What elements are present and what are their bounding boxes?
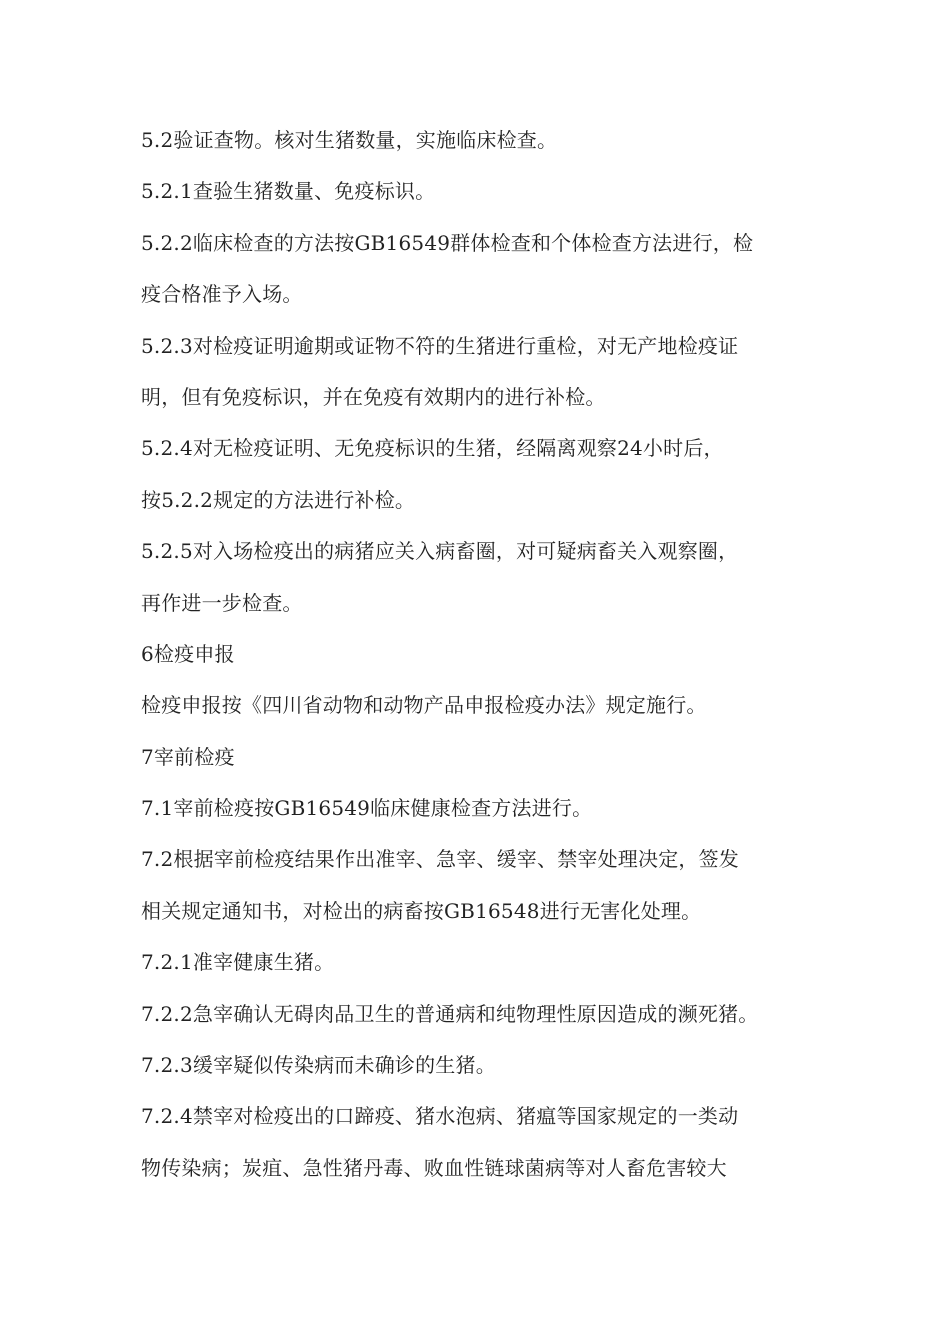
section-heading: 6检疫申报 — [141, 641, 235, 666]
text-line: 7.1宰前检疫按GB16549临床健康检查方法进行。 — [141, 796, 593, 821]
text-line: 物传染病；炭疽、急性猪丹毒、败血性链球菌病等对人畜危害较大 — [141, 1155, 727, 1180]
text-line: 5.2.3对检疫证明逾期或证物不符的生猪进行重检，对无产地检疫证 — [141, 333, 739, 358]
text-line: 相关规定通知书，对检出的病畜按GB16548进行无害化处理。 — [141, 898, 702, 923]
text-line: 检疫申报按《四川省动物和动物产品申报检疫办法》规定施行。 — [141, 693, 707, 718]
text-line: 5.2.2临床检查的方法按GB16549群体检查和个体检查方法进行，检 — [141, 230, 754, 255]
text-line: 再作进一步检查。 — [141, 590, 303, 615]
text-line: 按5.2.2规定的方法进行补检。 — [141, 487, 416, 512]
text-line: 7.2.1准宰健康生猪。 — [141, 950, 335, 975]
text-line: 疫合格准予入场。 — [141, 282, 303, 307]
text-line: 7.2.2急宰确认无碍肉品卫生的普通病和纯物理性原因造成的濒死猪。 — [141, 1001, 759, 1026]
text-line: 5.2.5对入场检疫出的病猪应关入病畜圈，对可疑病畜关入观察圈， — [141, 539, 739, 564]
text-line: 5.2.1查验生猪数量、免疫标识。 — [141, 179, 436, 204]
text-line: 7.2.4禁宰对检疫出的口蹄疫、猪水泡病、猪瘟等国家规定的一类动 — [141, 1104, 739, 1129]
text-line: 7.2.3缓宰疑似传染病而未确诊的生猪。 — [141, 1053, 496, 1078]
text-line: 明，但有免疫标识，并在免疫有效期内的进行补检。 — [141, 384, 606, 409]
text-line: 5.2验证查物。核对生猪数量，实施临床检查。 — [141, 128, 558, 152]
text-line: 5.2.4对无检疫证明、无免疫标识的生猪，经隔离观察24小时后， — [141, 436, 724, 461]
document-body — [141, 122, 831, 1201]
section-heading: 7宰前检疫 — [141, 744, 235, 769]
text-line: 7.2根据宰前检疫结果作出准宰、急宰、缓宰、禁宰处理决定，签发 — [141, 847, 740, 872]
